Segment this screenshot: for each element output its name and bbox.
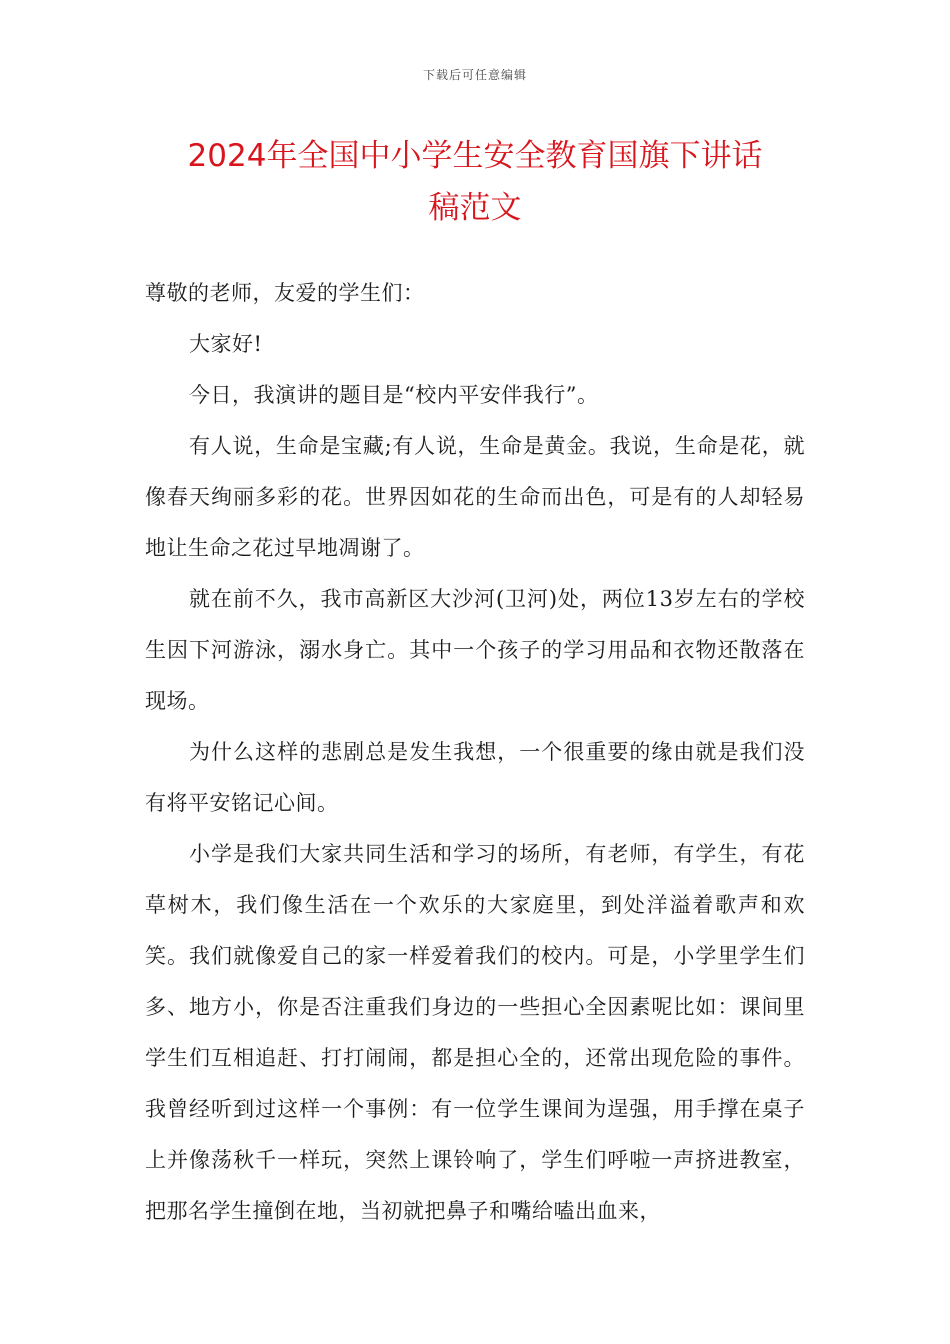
document-body	[145, 268, 805, 1237]
title-line-1: 2024年全国中小学生安全教育国旗下讲话	[187, 138, 763, 174]
paragraph-greeting: 大家好!	[189, 332, 263, 356]
paragraph-life-flower: 有人说，生命是宝藏;有人说，生命是黄金。我说，生命是花，就像春天绚丽多彩的花。世界因如花的生命而出色，可是有的人却轻易地让生命之花过早地凋谢了。	[145, 434, 805, 560]
paragraph-drowning-incident: 就在前不久，我市高新区大沙河(卫河)处，两位13岁左右的学校生因下河游泳，溺水身亡。其中一个孩子的学习用品和衣物还散落在现场。	[145, 587, 805, 713]
paragraph-school-safety: 小学是我们大家共同生活和学习的场所，有老师，有学生，有花草树木，我们像生活在一个欢乐的大家庭里，到处洋溢着歌声和欢笑。我们就像爱自己的家一样爱着我们的校内。可是，小学里学生们多、地方小，你是否注重我们身边的一些担心全因素呢比如：课间里学生们互相追赶、打打闹闹，都是担心全的，还常出现危险的事件。我曾经听到过这样一个事例：有一位学生课间为逞强，用手撑在桌子上并像荡秋千一样玩，突然上课铃响了，学生们呼啦一声挤进教室，把那名学生撞倒在地，当初就把鼻子和嘴给嗑出血来，	[145, 842, 805, 1223]
paragraph-reason: 为什么这样的悲剧总是发生我想，一个很重要的缘由就是我们没有将平安铭记心间。	[145, 740, 805, 815]
title-line-2: 稿范文	[428, 190, 522, 226]
salutation: 尊敬的老师，友爱的学生们：	[145, 281, 425, 305]
document-title	[100, 130, 850, 234]
page-header-note: 下载后可任意编辑	[422, 68, 527, 82]
paragraph-topic: 今日，我演讲的题目是“校内平安伴我行”。	[189, 383, 599, 407]
